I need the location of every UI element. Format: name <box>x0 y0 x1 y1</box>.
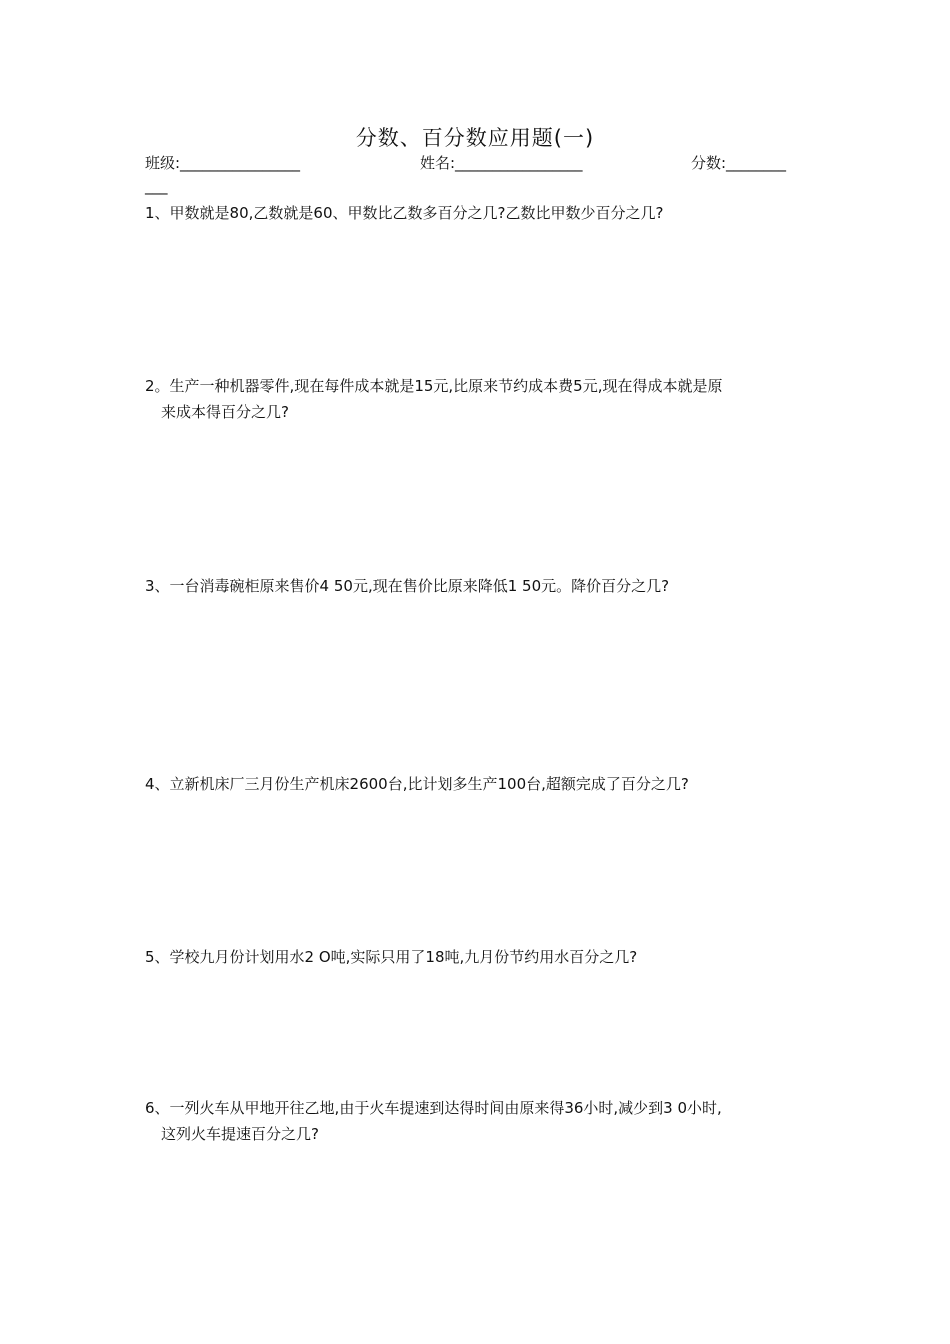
class-field: 班级:________________ <box>145 154 301 172</box>
question-text: 4、立新机床厂三月份生产机床2600台,比计划多生产100台,超额完成了百分之几? <box>145 775 689 793</box>
student-info-line <box>145 152 810 174</box>
score-field: 分数:________ <box>691 154 787 172</box>
question-text: 6、一列火车从甲地开往乙地,由于火车提速到达得时间由原来得36小时,减少到3 0小时, <box>145 1099 722 1117</box>
question-5 <box>145 944 810 970</box>
page-title: 分数、百分数应用题(一) <box>355 126 595 150</box>
name-field: 姓名:_________________ <box>420 154 583 172</box>
score-field-wrap: ___ <box>145 177 168 195</box>
question-text-continued: 这列火车提速百分之几? <box>161 1125 319 1143</box>
question-text: 1、甲数就是80,乙数就是60、甲数比乙数多百分之几?乙数比甲数少百分之几? <box>145 204 664 222</box>
question-text-continued: 来成本得百分之几? <box>161 403 289 421</box>
question-6 <box>145 1095 810 1147</box>
question-text: 3、一台消毒碗柜原来售价4 50元,现在售价比原来降低1 50元。降价百分之几? <box>145 577 670 595</box>
question-1 <box>145 200 810 226</box>
question-2 <box>145 373 810 425</box>
question-text: 5、学校九月份计划用水2 O吨,实际只用了18吨,九月份节约用水百分之几? <box>145 948 638 966</box>
question-3 <box>145 573 810 599</box>
question-4 <box>145 771 810 797</box>
question-text: 2。生产一种机器零件,现在每件成本就是15元,比原来节约成本费5元,现在得成本就是原 <box>145 377 723 395</box>
